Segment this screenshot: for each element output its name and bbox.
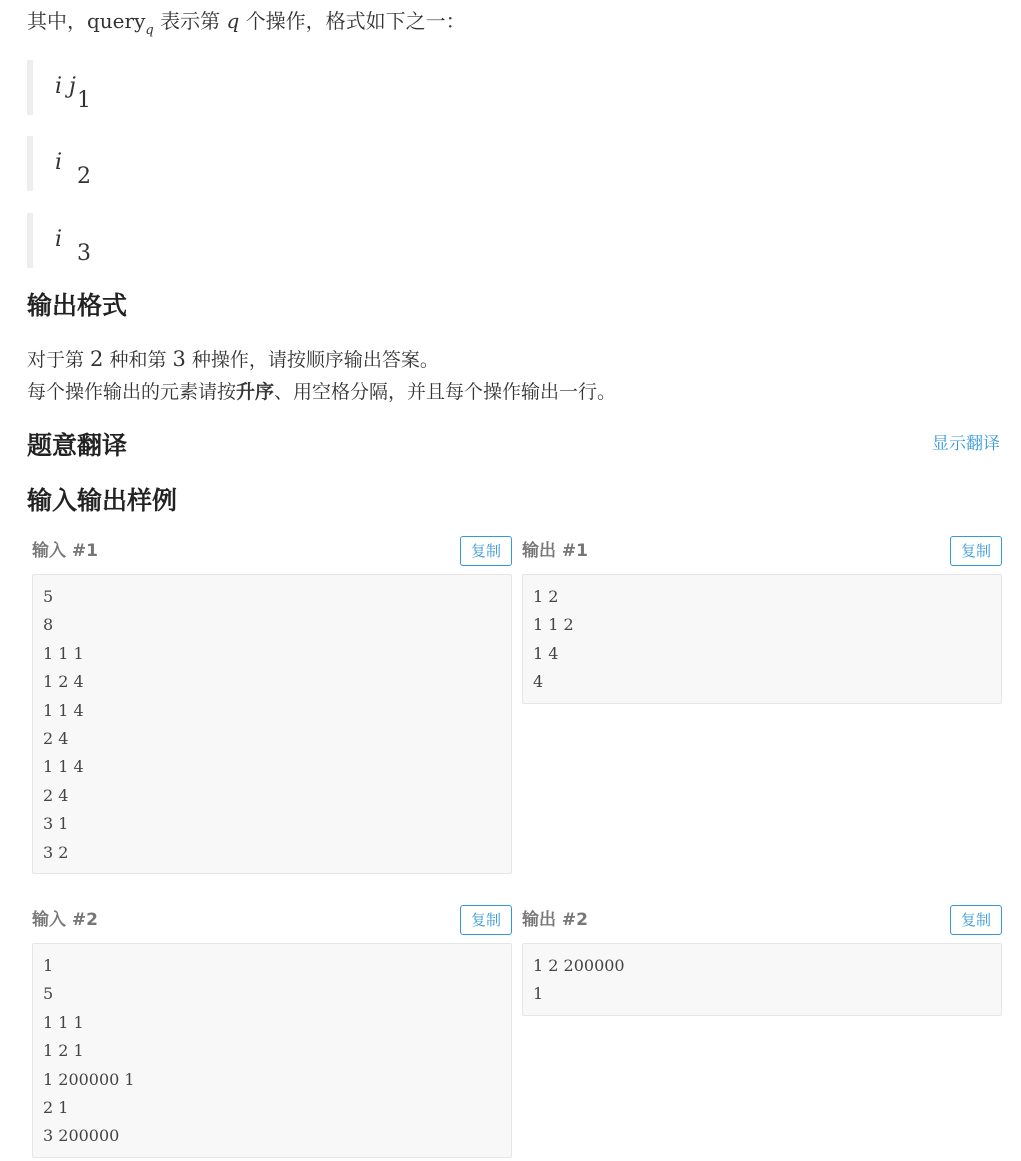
query-term: query$_q$ bbox=[87, 9, 154, 38]
sample-output-label-1: 输出 #1 bbox=[522, 541, 588, 561]
copy-input-button-2[interactable]: 复制 bbox=[460, 905, 512, 935]
operation-format-2: 2 i bbox=[27, 136, 497, 191]
sample-output-label-2: 输出 #2 bbox=[522, 910, 588, 930]
show-translation-link[interactable]: 显示翻译 bbox=[932, 434, 1000, 454]
operation-format-1: 1 i j bbox=[27, 60, 497, 115]
copy-output-button-2[interactable]: 复制 bbox=[950, 905, 1002, 935]
copy-output-button-1[interactable]: 复制 bbox=[950, 536, 1002, 566]
sample-input-label-2: 输入 #2 bbox=[32, 910, 98, 930]
sample-output-2: 1 2 200000 1 bbox=[522, 943, 1002, 1016]
output-format-heading: 输出格式 bbox=[27, 291, 128, 320]
sample-input-2: 1 5 1 1 1 1 2 1 1 200000 1 2 1 3 200000 bbox=[32, 943, 512, 1158]
output-format-line-2: 每个操作输出的元素请按升序、用空格分隔，并且每个操作输出一行。 bbox=[27, 381, 617, 403]
copy-input-button-1[interactable]: 复制 bbox=[460, 536, 512, 566]
operation-format-3: 3 i bbox=[27, 213, 497, 268]
samples-heading: 输入输出样例 bbox=[27, 486, 178, 515]
sample-output-1: 1 2 1 1 2 1 4 4 bbox=[522, 574, 1002, 704]
output-format-line-1: 对于第 2 种和第 3 种操作，请按顺序输出答案。 bbox=[27, 347, 439, 371]
translation-heading: 题意翻译 bbox=[27, 431, 128, 460]
sample-input-1: 5 8 1 1 1 1 2 4 1 1 4 2 4 1 1 4 2 4 3 1 3 2 bbox=[32, 574, 512, 874]
operations-intro: 其中，query$_q$ 表示第 q 个操作，格式如下之一： bbox=[27, 9, 466, 38]
sample-input-label-1: 输入 #1 bbox=[32, 541, 98, 561]
